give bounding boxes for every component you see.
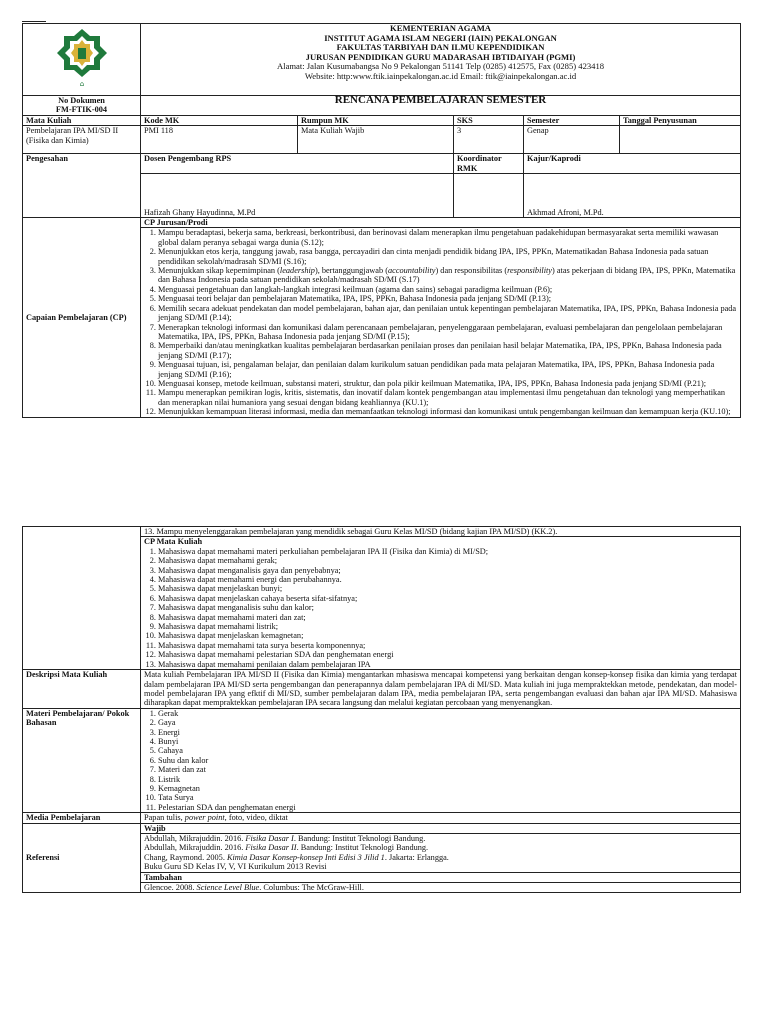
iain-logo-icon	[54, 27, 110, 89]
top-rule	[22, 21, 46, 22]
materi-item: 9. Kemagnetan	[158, 784, 737, 793]
svg-text:⌂: ⌂	[79, 80, 84, 89]
cp-mk-list	[144, 547, 737, 669]
media-text-suffix: , foto, video, diktat	[224, 813, 288, 823]
header-website: Website: http:www.ftik.iainpekalongan.ac.id Email: ftik@iainpekalongan.ac.id	[304, 70, 577, 81]
materi-item: 7. Materi dan zat	[158, 765, 737, 774]
value-semester: Genap	[524, 126, 620, 154]
header-line-3: FAKULTAS TARBIYAH DAN ILMU KEPENDIDIKAN	[336, 42, 545, 53]
materi-item: 8. Listrik	[158, 775, 737, 784]
cp-mk-item: 5. Mahasiswa dapat menjelaskan bunyi;	[158, 584, 737, 593]
doc-number-value: FM-FTIK-004	[55, 105, 108, 115]
cp-jurusan-item: 10. Menguasai konsep, metode keilmuan, substansi materi, struktur, dan pola pikir keilmuan Matematika, IPA, IPS, PPKn, Bahasa Indonesia pada jenjang SD/MI (P.21);	[158, 379, 737, 388]
cp-label: Capaian Pembelajaran (CP)	[23, 218, 141, 418]
doc-number-cell	[23, 96, 141, 116]
media-text-italic: power point	[184, 813, 225, 823]
cp-mk-item: 13. Mahasiswa dapat memahami penilaian dalam pembelajaran IPA	[158, 660, 737, 669]
materi-item: 11. Pelestarian SDA dan penghematan energi	[158, 803, 737, 812]
header-line-4: JURUSAN PENDIDIKAN GURU MADARASAH IBTIDAIYAH (PGMI)	[305, 51, 576, 62]
pengesahan-label: Pengesahan	[23, 154, 141, 218]
header-address: Alamat: Jalan Kusumabangsa No 9 Pekalongan 51141 Telp (0285) 412575, Fax (0285) 423418	[276, 61, 605, 72]
col-kode-mk: Kode MK	[141, 115, 298, 125]
cp-mk-item: 6. Mahasiswa dapat menjelaskan cahaya beserta sifat-sifatnya;	[158, 594, 737, 603]
dosen-name: Hafizah Ghany Hayudinna, M.Pd	[141, 174, 454, 218]
materi-cell	[141, 708, 741, 812]
referensi-tambahan-item: Glencoe. 2008. Science Level Blue. Columbus: The McGraw-Hill.	[144, 883, 364, 893]
cp-mk-item: 1. Mahasiswa dapat memahami materi perkuliahan pembelajaran IPA II (Fisika dan Kimia) di MI/SD;	[158, 547, 737, 556]
cp-mk-item: 8. Mahasiswa dapat memahami materi dan zat;	[158, 613, 737, 622]
cp-jurusan-item: 8. Memperbaiki dan/atau meningkatkan kualitas pembelajaran berdasarkan penilaian proses dan penilaian hasil belajar Matematika, IPA, IPS, PPKn, Bahasa Indonesia pada jenjang SD/MI (P.17);	[158, 341, 737, 360]
cp-jurusan-item-13: 13. Mampu menyelenggarakan pembelajaran yang mendidik sebagai Guru Kelas MI/SD (bidang kajian IPA MI/SD) (KK.2).	[141, 527, 741, 537]
koordinator-label: Koordinator RMK	[454, 154, 524, 174]
doc-title: RENCANA PEMBELAJARAN SEMESTER	[141, 96, 741, 116]
materi-item: 1. Gerak	[158, 709, 737, 718]
header-line-1: KEMENTERIAN AGAMA	[390, 23, 492, 33]
col-mata-kuliah: Mata Kuliah	[23, 115, 141, 125]
cp-label-continued	[23, 527, 141, 670]
cp-mk-cell	[141, 537, 741, 670]
materi-item: 10. Tata Surya	[158, 793, 737, 802]
referensi-wajib-item: Abdullah, Mikrajuddin. 2016. Fisika Dasar II. Bandung: Institut Teknologi Bandung.	[144, 843, 429, 853]
cp-jurusan-list	[144, 228, 737, 416]
cp-mk-item: 12. Mahasiswa dapat memahami pelestarian SDA dan penghematan energi	[158, 650, 737, 659]
cp-jurusan-item: 3. Menunjukkan sikap kepemimpinan (leadership), bertanggungjawab (accountability) dan responsibilitas (responsibility) atas pekerjaan di bidang IPA, IPS, PPKn, Matematika dan Bahasa Indonesia pada satuan pendidikan sekolah/madrasah SD/MI (S.17)	[158, 266, 737, 285]
value-tanggal	[620, 126, 741, 154]
kajur-name: Akhmad Afroni, M.Pd.	[524, 174, 741, 218]
cp-mk-item: 3. Mahasiswa dapat menganalisis gaya dan penyebabnya;	[158, 566, 737, 575]
referensi-wajib-item: Abdullah, Mikrajuddin. 2016. Fisika Dasar I. Bandung: Institut Teknologi Bandung.	[144, 834, 426, 843]
referensi-label: Referensi	[23, 823, 141, 893]
referensi-wajib-item: Chang, Raymond. 2005. Kimia Dasar Konsep-konsep Inti Edisi 3 Jilid 1. Jakarta: Erlangga.	[144, 852, 449, 862]
cp-jurusan-item: 11. Mampu menerapkan pemikiran logis, kritis, sistematis, dan inovatif dalam kontek pengembangan atau implementasi ilmu pengetahuan dan teknologi yang memperhatikan dan menerapkan nilai humaniora yang sesuai dengan bidang keahliannya (KU.1);	[158, 388, 737, 407]
cp-jurusan-item: 6. Memilih secara adekuat pendekatan dan model pembelajaran, bahan ajar, dan penilaian untuk kepentingan pembelajaran Matematika, IPA, IPS, PPKn, Bahasa Indonesia pada jenjang SD/MI (P.14);	[158, 304, 737, 323]
doc-number-label: No Dokumen	[58, 96, 105, 105]
deskripsi-label: Deskripsi Mata Kuliah	[23, 670, 141, 709]
page-2	[22, 526, 740, 893]
cp-mk-item: 7. Mahasiswa dapat menganalisis suhu dan kalor;	[158, 603, 737, 612]
deskripsi-text: Mata kuliah Pembelajaran IPA MI/SD II (Fisika dan Kimia) mengantarkan mhasiswa mencapai kompetensi yang berkaitan dengan konsep-konsep fisika dan kimia yang terdapat dalam pembelajaran IPA MI/SD serta pengembangan dan penerapannya dalam pembelajaran IPA di MI/SD. Mata kuliah ini juga mempraktekkan metode, pendekatan, dan model-model pembelajaran IPA yang efktif di MI/SD, sumber pembelajaran dalam IPA, media pembelajaran IPA, serta pengembangan evaluasi dan bahan ajar IPA MI/SD. Mahasiswa diharapkan dapat mempraktekkan pembelajaran IPA secara langsung dan melalui kegiatan percobaan yang menyenangkan.	[141, 670, 741, 709]
cp-jurusan-item: 5. Menguasai teori belajar dan pembelajaran Matematika, IPA, IPS, PPKn, Bahasa Indonesia pada jenjang SD/MI (P.13);	[158, 294, 737, 303]
cp-mk-item: 9. Mahasiswa dapat memahami listrik;	[158, 622, 737, 631]
materi-item: 4. Bunyi	[158, 737, 737, 746]
referensi-tambahan-list	[141, 883, 741, 893]
cp-jurusan-title: CP Jurusan/Prodi	[141, 218, 741, 228]
value-sks: 3	[454, 126, 524, 154]
rps-table-page-2	[22, 526, 741, 893]
materi-list	[144, 709, 737, 812]
cp-jurusan-item: 9. Menguasai tujuan, isi, pengalaman belajar, dan penilaian dalam kurikulum satuan pendidikan pada mata pelajaran Matematika, IPA, IPS, PPKn, Bahasa Indonesia pada jenjang SD/MI (P.16);	[158, 360, 737, 379]
cp-mk-item: 4. Mahasiswa dapat memahami energi dan perubahannya.	[158, 575, 737, 584]
kajur-label: Kajur/Kaprodi	[524, 154, 741, 174]
koordinator-name	[454, 174, 524, 218]
page-1	[22, 23, 740, 418]
cp-jurusan-item: 4. Menguasai pengetahuan dan langkah-langkah integrasi keilmuan (agama dan sains) sebagai paradigma keilmuan (P.6);	[158, 285, 737, 294]
cp-jurusan-item: 12. Menunjukkan kemampuan literasi informasi, media dan memanfaatkan teknologi informasi dan komunikasi untuk pengembangan keilmuan dan kemampuan kerja (KU.10);	[158, 407, 737, 416]
materi-item: 3. Energi	[158, 728, 737, 737]
referensi-wajib-title: Wajib	[141, 823, 741, 833]
cp-mk-item: 2. Mahasiswa dapat memahami gerak;	[158, 556, 737, 565]
cp-jurusan-item: 7. Menerapkan teknologi informasi dan komunikasi dalam perencanaan pembelajaran, penyelenggaraan pembelajaran, evaluasi pembelajaran dan pengelolaan pembelajaran Matematika, IPA, IPS, PPKn, Bahasa Indonesia pada jenjang SD/MI (P.15);	[158, 323, 737, 342]
media-label: Media Pembelajaran	[23, 813, 141, 823]
cp-jurusan-item: 2. Menunjukkan etos kerja, tanggung jawab, rasa bangga, percayadiri dan cinta menjadi pendidik bidang IPA, IPS, PPKn, Matematikadan Bahasa Indonesia pada satuan pendidikan sekolah/madrasah SD/MI (S.16);	[158, 247, 737, 266]
rps-table-page-1	[22, 23, 741, 418]
referensi-wajib-list	[141, 834, 741, 873]
value-rumpun-mk: Mata Kuliah Wajib	[298, 126, 454, 154]
col-tanggal: Tanggal Penyusunan	[620, 115, 741, 125]
col-semester: Semester	[524, 115, 620, 125]
materi-label: Materi Pembelajaran/ Pokok Bahasan	[23, 708, 141, 812]
dosen-label: Dosen Pengembang RPS	[141, 154, 454, 174]
media-text-prefix: Papan tulis,	[144, 813, 185, 823]
materi-item: 5. Cahaya	[158, 746, 737, 755]
media-text	[141, 813, 741, 823]
cp-mk-title: CP Mata Kuliah	[144, 537, 203, 547]
logo-cell	[23, 24, 141, 96]
cp-mk-item: 11. Mahasiswa dapat memahami tata surya beserta komponennya;	[158, 641, 737, 650]
header-line-2: INSTITUT AGAMA ISLAM NEGERI (IAIN) PEKALONGAN	[324, 32, 557, 43]
referensi-wajib-item: Buku Guru SD Kelas IV, V, VI Kurikulum 2013 Revisi	[144, 862, 327, 872]
col-sks: SKS	[454, 115, 524, 125]
cp-jurusan-list-cell	[141, 228, 741, 417]
materi-item: 2. Gaya	[158, 718, 737, 727]
referensi-tambahan-title: Tambahan	[141, 872, 741, 882]
cp-mk-item: 10. Mahasiswa dapat menjelaskan kemagnetan;	[158, 631, 737, 640]
cp-jurusan-item: 1. Mampu beradaptasi, bekerja sama, berkreasi, berkontribusi, dan berinovasi dalam menerapkan ilmu pengetahuan padakehidupan bermasyarakat serta memiliki wawasan global dalam peranya sebagai warga dunia (S.12);	[158, 228, 737, 247]
value-mata-kuliah: Pembelajaran IPA MI/SD II (Fisika dan Kimia)	[23, 126, 141, 154]
col-rumpun-mk: Rumpun MK	[298, 115, 454, 125]
institution-header	[141, 24, 741, 96]
materi-item: 6. Suhu dan kalor	[158, 756, 737, 765]
value-kode-mk: PMI 118	[141, 126, 298, 154]
